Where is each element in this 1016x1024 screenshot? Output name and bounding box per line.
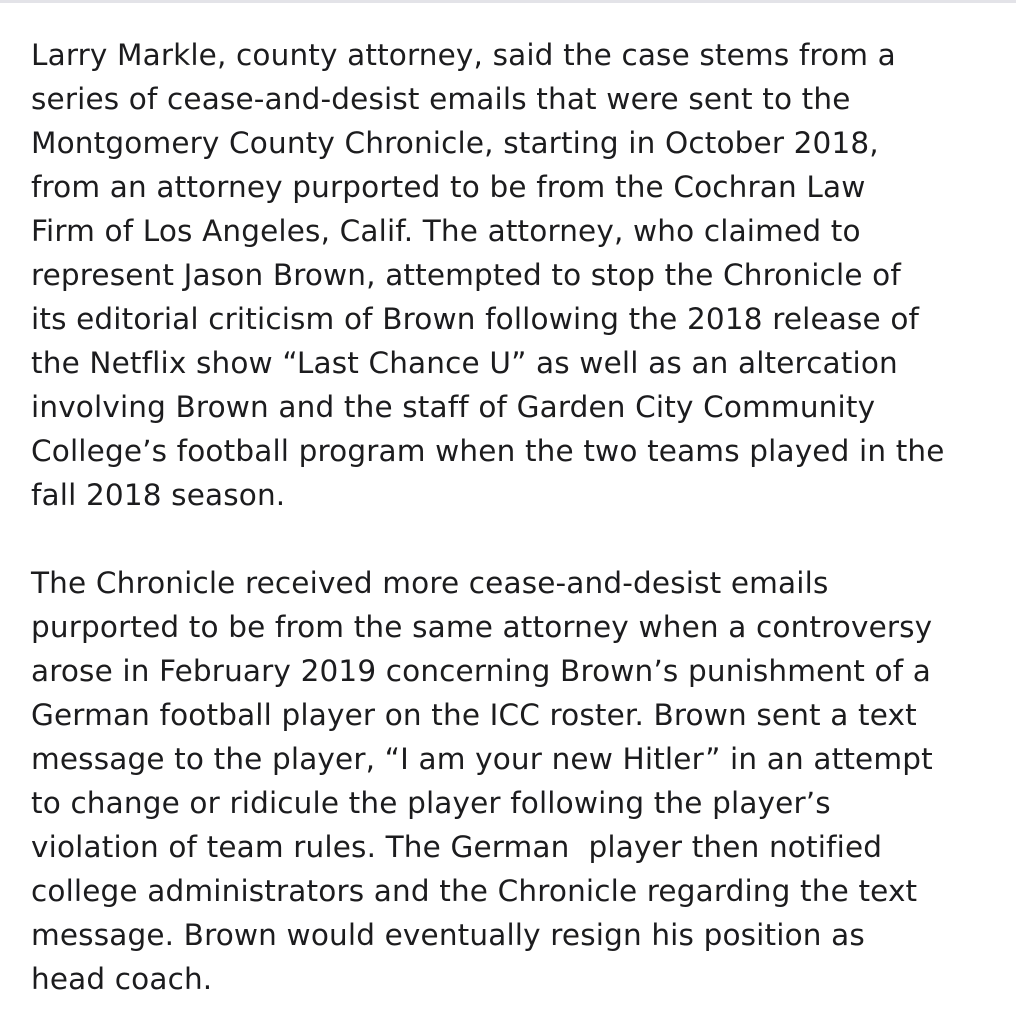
text-line: Firm of Los Angeles, Calif. The attorney, who claimed to bbox=[31, 214, 861, 248]
text-line: represent Jason Brown, attempted to stop the Chronicle of bbox=[31, 258, 901, 292]
text-line: from an attorney purported to be from the Cochran Law bbox=[31, 170, 866, 204]
paragraph-2 bbox=[31, 561, 1001, 1001]
text-line: its editorial criticism of Brown following the 2018 release of bbox=[31, 302, 920, 336]
text-line: German football player on the ICC roster. Brown sent a text bbox=[31, 698, 917, 732]
text-line: College’s football program when the two teams played in the bbox=[31, 434, 945, 468]
text-line: to change or ridicule the player following the player’s bbox=[31, 786, 831, 820]
text-line: head coach. bbox=[31, 962, 213, 996]
text-line: Larry Markle, county attorney, said the case stems from a bbox=[31, 38, 896, 72]
text-line: arose in February 2019 concerning Brown’s punishment of a bbox=[31, 654, 932, 688]
text-line: series of cease-and-desist emails that were sent to the bbox=[31, 82, 851, 116]
text-line: message. Brown would eventually resign his position as bbox=[31, 918, 865, 952]
text-line: involving Brown and the staff of Garden City Community bbox=[31, 390, 876, 424]
top-divider bbox=[0, 0, 1016, 3]
text-line: fall 2018 season. bbox=[31, 478, 286, 512]
paragraph-spacer bbox=[31, 517, 1001, 561]
paragraph-1 bbox=[31, 33, 1001, 517]
text-line: college administrators and the Chronicle regarding the text bbox=[31, 874, 918, 908]
text-line: message to the player, “I am your new Hitler” in an attempt bbox=[31, 742, 933, 776]
text-line: Montgomery County Chronicle, starting in October 2018, bbox=[31, 126, 879, 160]
article-text bbox=[31, 33, 1001, 1001]
text-line: violation of team rules. The German player then notified bbox=[31, 830, 883, 864]
text-line: The Chronicle received more cease-and-desist emails bbox=[31, 566, 829, 600]
text-line: the Netflix show “Last Chance U” as well as an altercation bbox=[31, 346, 898, 380]
text-line: purported to be from the same attorney when a controversy bbox=[31, 610, 933, 644]
